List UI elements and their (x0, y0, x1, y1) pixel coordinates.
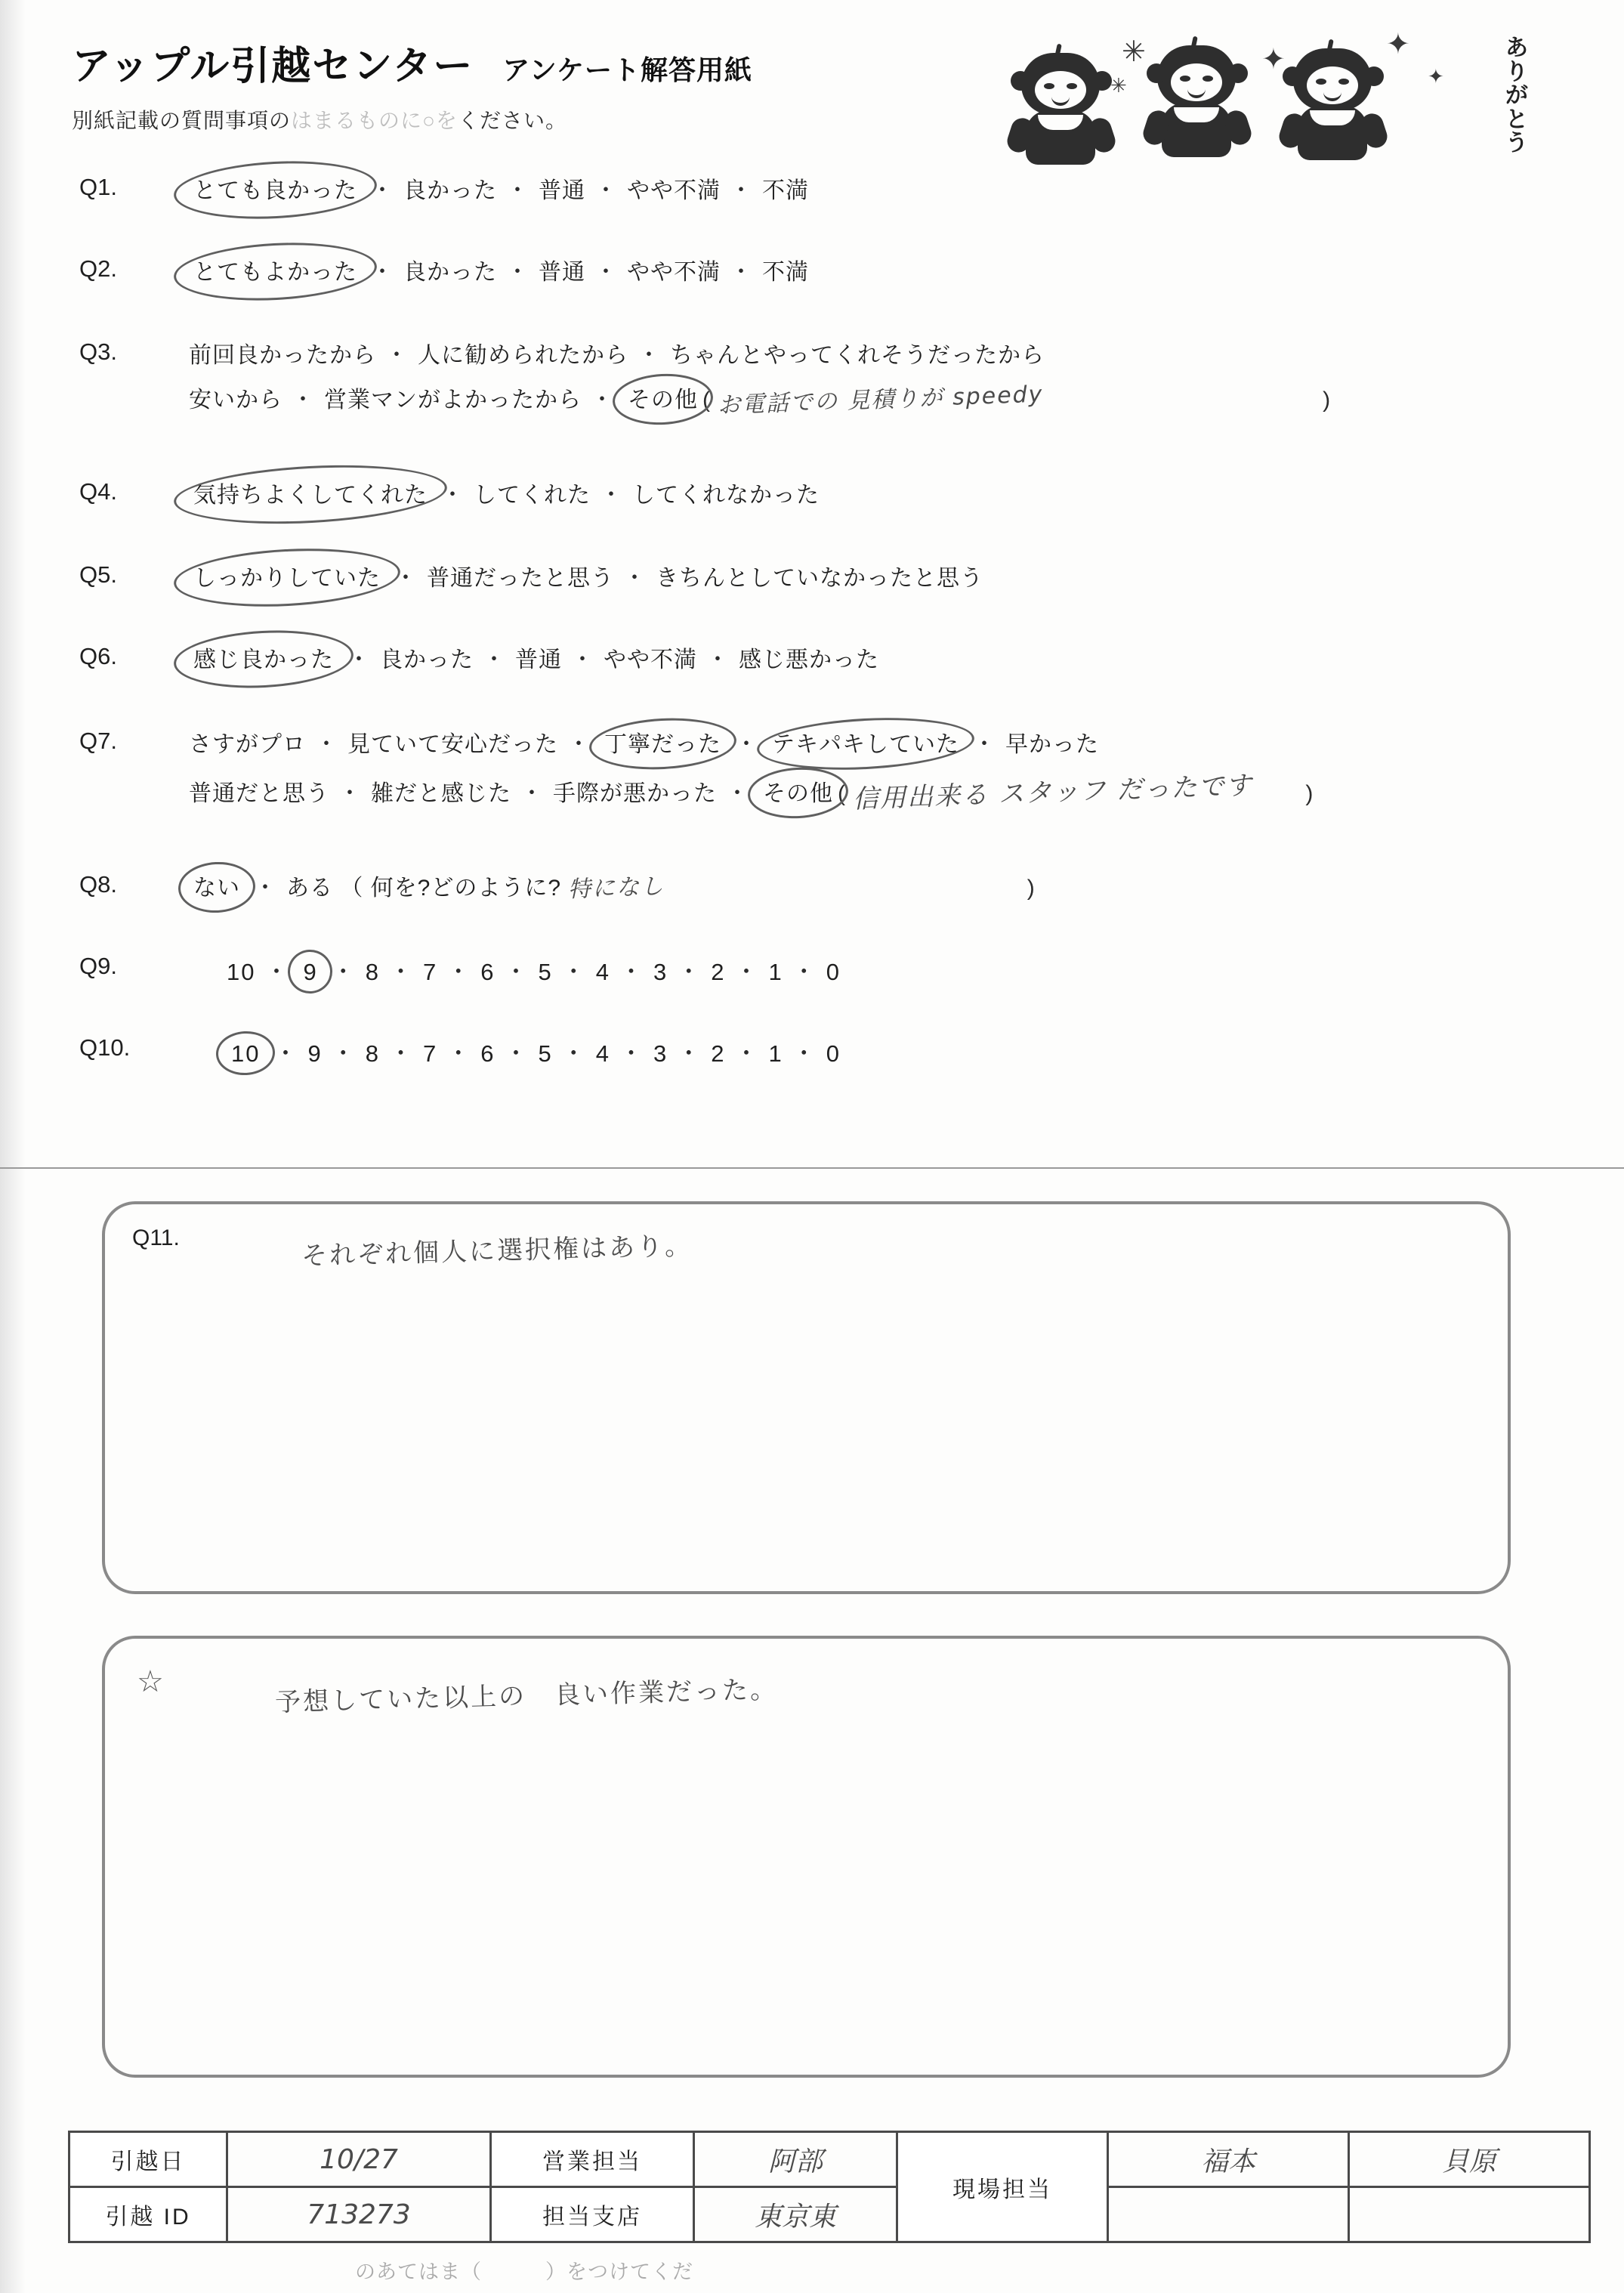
monkey-icon (1284, 41, 1382, 165)
scale-value[interactable]: 5 (538, 959, 553, 985)
comment-box-free[interactable] (102, 1636, 1511, 2078)
scale-value[interactable]: 3 (653, 959, 668, 985)
question-q7-line2: 普通だと思う ・ 雑だと感じた ・ 手際が悪かった ・ その他 ( 信用出来る スタッフ だったです ) (189, 774, 1514, 812)
instruction-faded: はまるものに○を (291, 109, 458, 132)
comment-label: Q11. (132, 1225, 180, 1250)
question-options: しっかりしていた ・ 普通だったと思う ・ きちんとしていなかったと思う (189, 561, 1514, 595)
scale-value[interactable]: 5 (538, 1040, 553, 1067)
option[interactable]: してくれなかった (632, 483, 820, 508)
scale-value[interactable]: 4 (595, 1040, 610, 1067)
option[interactable]: 普通 (539, 260, 585, 285)
scan-edge-shadow (0, 0, 26, 2293)
question-id: Q7. (79, 728, 117, 754)
option[interactable]: 良かった (403, 178, 497, 203)
sparkle-icon: ✦ (1386, 29, 1410, 60)
value-branch[interactable]: 東京東 (694, 2187, 897, 2242)
question-q5 (79, 561, 1514, 643)
monkey-icon (1012, 45, 1110, 170)
scale-value[interactable]: 1 (768, 959, 783, 985)
question-q7-line1: さすがプロ ・ 見ていて安心だった ・ 丁寧だった ・ テキパキしていた ・ 早かった (189, 728, 1514, 762)
empty-cell-1 (1108, 2187, 1349, 2242)
value-sales-rep[interactable]: 阿部 (694, 2132, 897, 2187)
scale-value[interactable]: 2 (711, 1040, 726, 1067)
option[interactable]: 普通 (539, 178, 585, 203)
scale-value[interactable]: 8 (365, 1040, 380, 1067)
empty-cell-2 (1349, 2187, 1590, 2242)
question-q8 (79, 871, 1514, 953)
value-move-id[interactable]: 713273 (227, 2187, 491, 2242)
question-q3-line2: 安いから ・ 営業マンがよかったから ・ その他 ( お電話での 見積りが speedy ) (189, 383, 1514, 417)
option-selected[interactable]: とても良かった (189, 174, 362, 208)
option[interactable]: してくれた (474, 483, 591, 508)
sparkle-icon: ✦ (1261, 44, 1286, 76)
form-title: アンケート解答用紙 (502, 54, 753, 85)
option[interactable]: 普通だと思う (189, 781, 329, 806)
question-id: Q9. (79, 953, 117, 979)
sparkle-icon: ✳ (1110, 74, 1127, 97)
q8-free-text[interactable]: 特になし (567, 873, 665, 904)
option-selected[interactable]: 感じ良かった (189, 643, 338, 677)
scale-value[interactable]: 3 (653, 1040, 668, 1067)
thanks-text: ありがとう (1505, 36, 1531, 156)
option[interactable]: 良かった (403, 260, 497, 285)
label-branch: 担当支店 (491, 2187, 694, 2242)
scale-value[interactable]: 2 (711, 959, 726, 985)
rating-scale-q9: 10 ・ 9 ・ 8 ・ 7 ・ 6 ・ 5 ・ 4 ・ 3 ・ 2 ・ 1 ・ 0 (227, 959, 841, 985)
scale-value[interactable]: 0 (826, 1040, 841, 1067)
label-site-staff: 現場担当 (897, 2132, 1108, 2242)
label-move-date: 引越日 (69, 2132, 227, 2187)
question-q3-line1: 前回良かったから ・ 人に勧められたから ・ ちゃんとやってくれそうだったから (189, 343, 1045, 368)
question-q2 (79, 255, 1514, 338)
option[interactable]: さすがプロ (189, 732, 306, 757)
mascot-illustration (1005, 30, 1533, 174)
option[interactable]: 雑だと感じた (371, 781, 511, 806)
scale-value[interactable]: 10 (227, 959, 256, 985)
company-name: アップル引越センター (72, 45, 474, 88)
option[interactable]: 不満 (762, 260, 809, 285)
question-options (189, 338, 1514, 417)
option[interactable]: 人に勧められたから (418, 343, 628, 368)
option-selected[interactable]: 丁寧だった (600, 728, 726, 762)
label-move-id: 引越 ID (69, 2187, 227, 2242)
footnote-text: のあてはま（ ）をつけてくだ (355, 2261, 693, 2283)
option-selected[interactable]: 気持ちよくしてくれた (189, 478, 432, 512)
instruction-before: 別紙記載の質問事項の (72, 109, 292, 132)
monkey-icon (1148, 38, 1246, 162)
value-move-date[interactable]: 10/27 (227, 2132, 491, 2187)
q3-free-text[interactable]: お電話での 見積りが speedy (717, 381, 1045, 419)
option[interactable]: きちんとしていなかったと思う (656, 566, 983, 591)
question-id: Q3. (79, 338, 117, 365)
option[interactable]: ちゃんとやってくれそうだったから (670, 343, 1045, 368)
instruction-after: ください。 (457, 109, 567, 132)
question-q3 (79, 338, 1514, 478)
sparkle-icon: ✳ (1122, 36, 1146, 68)
option[interactable]: 前回良かったから (189, 343, 376, 368)
question-q10 (79, 1034, 1514, 1110)
question-q6 (79, 643, 1514, 728)
option[interactable]: やや不満 (604, 647, 697, 672)
option[interactable]: 早かった (1005, 732, 1099, 757)
question-options: とても良かった ・ 良かった ・ 普通 ・ やや不満 ・ 不満 (189, 174, 1514, 208)
question-options: 気持ちよくしてくれた ・ してくれた ・ してくれなかった (189, 478, 1514, 512)
question-list (79, 174, 1514, 1110)
scale-value[interactable]: 1 (768, 1040, 783, 1067)
option-selected[interactable]: とてもよかった (189, 255, 362, 289)
q8-prompt: （ 何を?どのように? (340, 876, 562, 901)
question-q1 (79, 174, 1514, 255)
question-id: Q1. (79, 174, 117, 200)
question-options (189, 728, 1514, 815)
label-sales-rep: 営業担当 (491, 2132, 694, 2187)
q11-free-text[interactable]: それぞれ個人に選択権はあり。 (301, 1231, 693, 1272)
option[interactable]: ある (286, 876, 333, 901)
brand-line (72, 34, 1054, 91)
scale-value-selected[interactable]: 9 (298, 959, 322, 986)
option[interactable]: 不満 (762, 178, 809, 203)
document-header (72, 34, 1054, 134)
star-icon: ☆ (137, 1665, 164, 1698)
question-options: とてもよかった ・ 良かった ・ 普通 ・ やや不満 ・ 不満 (189, 255, 1514, 289)
question-id: Q8. (79, 871, 117, 898)
table-row (69, 2132, 1590, 2187)
option-selected[interactable]: しっかりしていた (189, 561, 385, 595)
option[interactable]: 感じ悪かった (739, 647, 879, 672)
option[interactable]: 普通だったと思う (427, 566, 614, 591)
question-id: Q4. (79, 478, 117, 505)
scale-value[interactable]: 7 (422, 1040, 438, 1067)
option-selected-other[interactable]: その他 (758, 777, 838, 811)
option[interactable]: やや不満 (627, 260, 721, 285)
rating-scale-q10: 10 ・ 9 ・ 8 ・ 7 ・ 6 ・ 5 ・ 4 ・ 3 ・ 2 ・ 1 ・ 0 (227, 1034, 1514, 1068)
option-selected[interactable]: テキパキしていた (767, 728, 964, 762)
option[interactable]: 安いから (189, 388, 283, 413)
option-selected[interactable]: ない (189, 871, 245, 905)
option[interactable]: 営業マンがよかったから (324, 388, 582, 413)
question-options: 感じ良かった ・ 良かった ・ 普通 ・ やや不満 ・ 感じ悪かった (189, 643, 1514, 677)
option-selected-other[interactable]: その他 (623, 383, 702, 417)
scale-value[interactable]: 8 (365, 959, 380, 985)
question-id: Q2. (79, 255, 117, 282)
scale-value[interactable]: 0 (826, 959, 841, 985)
question-options: ない ・ ある （ 何を?どのように? 特になし ) (189, 871, 1514, 905)
value-site-staff-1[interactable]: 福本 (1108, 2132, 1349, 2187)
option[interactable]: やや不満 (627, 178, 721, 203)
question-id: Q10. (79, 1034, 131, 1061)
instruction-text (72, 104, 1054, 134)
free-comment-text[interactable]: 予想していた以上の 良い作業だった。 (274, 1674, 779, 1718)
question-q4 (79, 478, 1514, 561)
option[interactable]: 普通 (515, 647, 562, 672)
question-q7 (79, 728, 1514, 871)
scale-value[interactable]: 6 (480, 959, 496, 985)
scale-value[interactable]: 6 (480, 1040, 496, 1067)
scale-value[interactable]: 4 (595, 959, 610, 985)
table-row (69, 2187, 1590, 2242)
value-site-staff-2[interactable]: 貝原 (1349, 2132, 1590, 2187)
option[interactable]: 手際が悪かった (553, 781, 717, 806)
sparkle-icon: ✦ (1428, 65, 1444, 88)
question-q9 (79, 953, 1514, 1034)
question-id: Q6. (79, 643, 117, 669)
question-id: Q5. (79, 561, 117, 588)
option[interactable]: 見ていて安心だった (347, 732, 558, 757)
comment-box-q11[interactable] (102, 1201, 1511, 1594)
scale-value[interactable]: 7 (422, 959, 438, 985)
option[interactable]: 良かった (380, 647, 474, 672)
scale-value[interactable]: 9 (307, 1040, 323, 1067)
scale-value-selected[interactable]: 10 (227, 1040, 264, 1068)
q7-free-text[interactable]: 信用出来る スタッフ だったです (852, 770, 1254, 815)
section-divider (0, 1167, 1624, 1169)
footer-info-table (68, 2131, 1591, 2243)
